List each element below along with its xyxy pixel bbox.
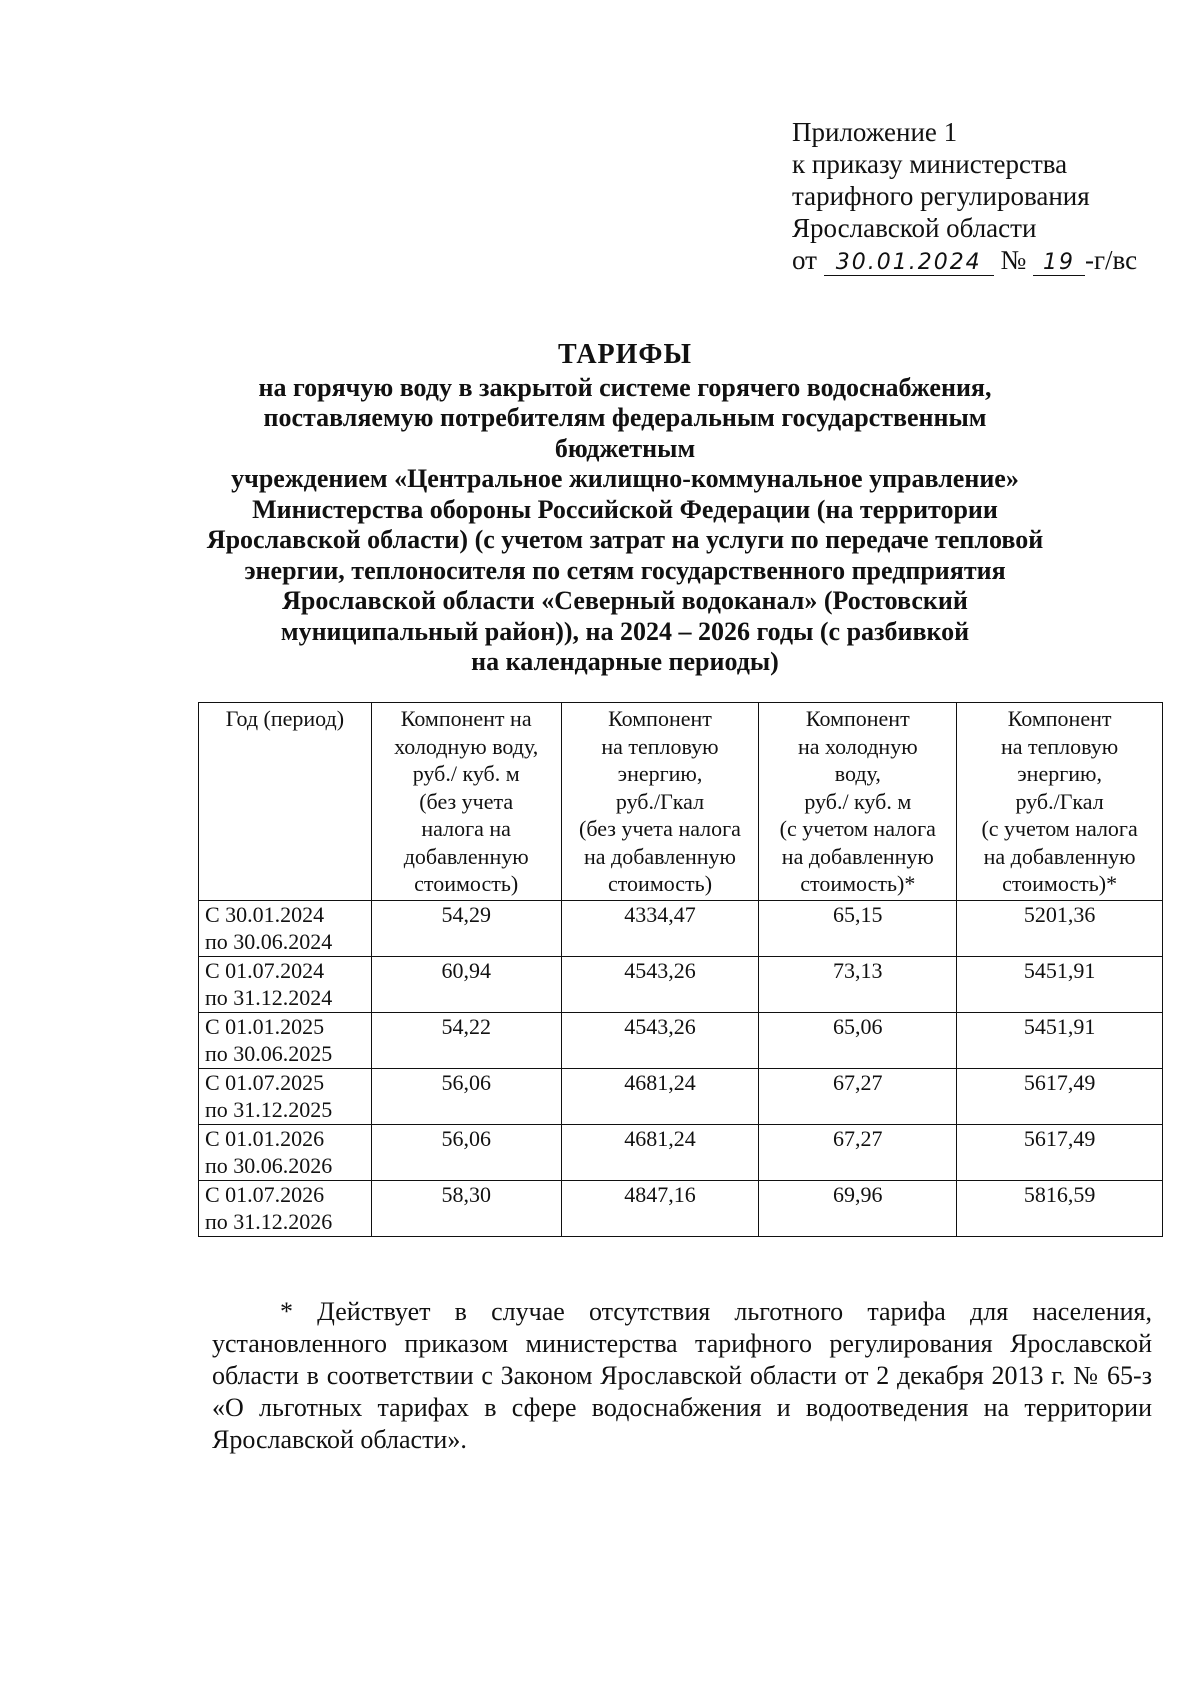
handwritten-date: 30.01.2024 xyxy=(824,251,994,276)
title-line: Ярославской области «Северный водоканал» (Ростовский xyxy=(282,586,968,615)
period-cell: С 30.01.2024 по 30.06.2024 xyxy=(199,900,372,956)
period-cell: С 01.01.2026 по 30.06.2026 xyxy=(199,1124,372,1180)
heat-vat-cell: 5451,91 xyxy=(957,956,1163,1012)
header-cold-water-vat: Компонент на холодную воду, руб./ куб. м (с учетом налога на добавленную стоимость)* xyxy=(759,703,957,901)
cold-water-vat-cell: 69,96 xyxy=(759,1180,957,1236)
cold-water-vat-cell: 67,27 xyxy=(759,1068,957,1124)
cold-water-vat-cell: 73,13 xyxy=(759,956,957,1012)
heat-vat-cell: 5816,59 xyxy=(957,1180,1163,1236)
header-period: Год (период) xyxy=(199,703,372,901)
heat-vat-cell: 5617,49 xyxy=(957,1068,1163,1124)
table-header-row xyxy=(199,703,1163,901)
cold-water-cell: 54,22 xyxy=(371,1012,561,1068)
heat-vat-cell: 5201,36 xyxy=(957,900,1163,956)
cold-water-cell: 56,06 xyxy=(371,1068,561,1124)
heat-vat-cell: 5617,49 xyxy=(957,1124,1163,1180)
cold-water-vat-cell: 65,06 xyxy=(759,1012,957,1068)
period-cell: С 01.07.2024 по 31.12.2024 xyxy=(199,956,372,1012)
cold-water-cell: 56,06 xyxy=(371,1124,561,1180)
number-sign: № xyxy=(1000,245,1027,275)
table-row xyxy=(199,900,1163,956)
header-heat: Компонент на тепловую энергию, руб./Гкал (без учета налога на добавленную стоимость) xyxy=(561,703,759,901)
period-cell: С 01.07.2026 по 31.12.2026 xyxy=(199,1180,372,1236)
cold-water-vat-cell: 67,27 xyxy=(759,1124,957,1180)
table-row xyxy=(199,1012,1163,1068)
table-row xyxy=(199,956,1163,1012)
heat-cell: 4334,47 xyxy=(561,900,759,956)
table-row xyxy=(199,1068,1163,1124)
title-line: энергии, теплоносителя по сетям государственного предприятия xyxy=(244,555,1006,585)
footnote: * Действует в случае отсутствия льготного тарифа для населения, установленного приказом министерства тарифного регулирования Ярославской области в соответствии с Законом Ярославской области от 2 декабря 2013 г. № 65-з «О льготных тарифах в сфере водоснабжения и водоотведения на территории Ярославской области». xyxy=(212,1297,1152,1454)
title-line: на календарные периоды) xyxy=(471,647,779,676)
cold-water-cell: 54,29 xyxy=(371,900,561,956)
tariffs-table xyxy=(198,702,1163,1237)
cold-water-cell: 58,30 xyxy=(371,1180,561,1236)
cold-water-vat-cell: 65,15 xyxy=(759,900,957,956)
heat-cell: 4543,26 xyxy=(561,956,759,1012)
title-line: Министерства обороны Российской Федерации (на территории xyxy=(252,494,998,524)
appendix-line: Ярославской области xyxy=(792,213,1037,243)
appendix-line: к приказу министерства xyxy=(792,149,1068,179)
heat-cell: 4847,16 xyxy=(561,1180,759,1236)
document-title xyxy=(200,340,1050,678)
cold-water-cell: 60,94 xyxy=(371,956,561,1012)
heat-cell: 4543,26 xyxy=(561,1012,759,1068)
heat-cell: 4681,24 xyxy=(561,1068,759,1124)
title-line: поставляемую потребителям федеральным государственным бюджетным xyxy=(263,403,987,463)
heat-vat-cell: 5451,91 xyxy=(957,1012,1163,1068)
title-line: учреждением «Центральное жилищно-коммунальное управление» xyxy=(231,464,1019,493)
number-suffix: -г/вс xyxy=(1084,245,1138,275)
order-date-line xyxy=(792,244,1172,276)
title-line: на горячую воду в закрытой системе горячего водоснабжения, xyxy=(258,372,992,402)
date-prefix: от xyxy=(792,245,817,275)
title-line: муниципальный район)), на 2024 – 2026 годы (с разбивкой xyxy=(280,616,970,646)
table-row xyxy=(199,1124,1163,1180)
handwritten-order-number: 19 xyxy=(1033,251,1085,276)
appendix-line: Приложение 1 xyxy=(792,117,958,147)
title-main: ТАРИФЫ xyxy=(558,339,692,370)
header-cold-water: Компонент на холодную воду, руб./ куб. м (без учета налога на добавленную стоимость) xyxy=(371,703,561,901)
heat-cell: 4681,24 xyxy=(561,1124,759,1180)
period-cell: С 01.07.2025 по 31.12.2025 xyxy=(199,1068,372,1124)
title-line: Ярославской области) (с учетом затрат на услуги по передаче тепловой xyxy=(206,525,1044,554)
appendix-line: тарифного регулирования xyxy=(792,181,1090,211)
appendix-header xyxy=(792,116,1172,276)
table-row xyxy=(199,1180,1163,1236)
period-cell: С 01.01.2025 по 30.06.2025 xyxy=(199,1012,372,1068)
header-heat-vat: Компонент на тепловую энергию, руб./Гкал (с учетом налога на добавленную стоимость)* xyxy=(957,703,1163,901)
